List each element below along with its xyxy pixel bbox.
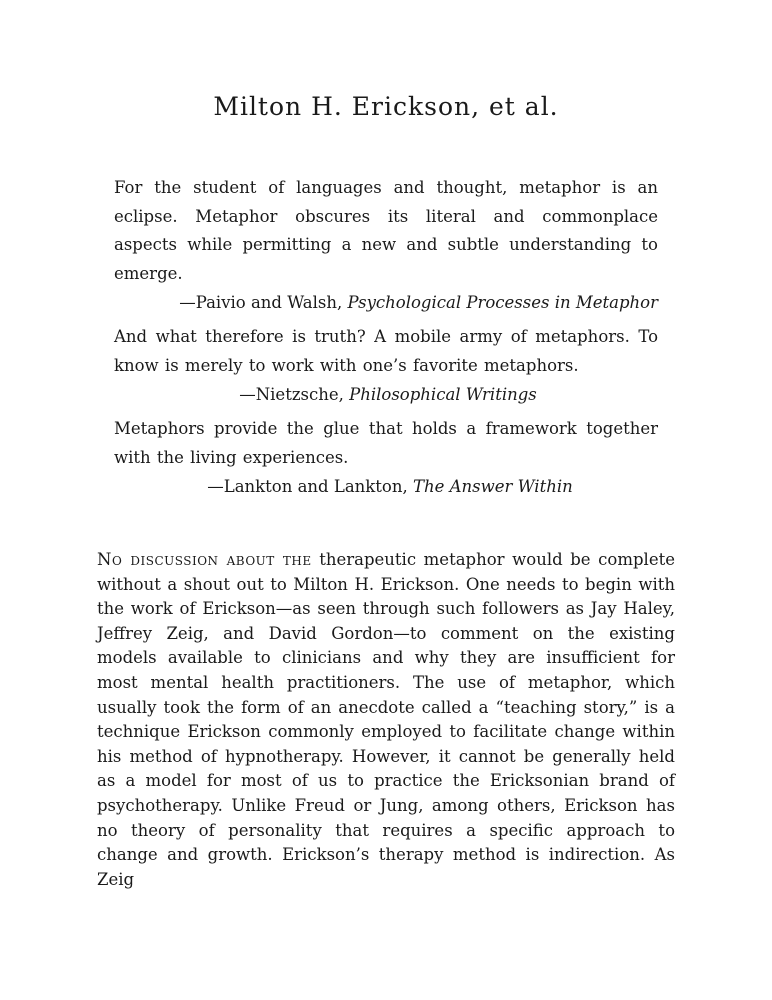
attribution-author: —Lankton and Lankton, — [207, 477, 413, 496]
attribution-author: —Nietzsche, — [239, 385, 350, 404]
epigraph-lankton — [114, 415, 658, 501]
attribution-author: —Paivio and Walsh, — [179, 293, 348, 312]
epigraph-nietzsche — [114, 323, 658, 409]
epigraph-paivio-walsh — [114, 174, 658, 317]
attribution-source: The Answer Within — [412, 477, 573, 496]
attribution-source: Psychological Processes in Metaphor — [347, 293, 658, 312]
epigraph-quote: Metaphors provide the glue that holds a framework together with the living experiences. — [114, 419, 658, 467]
epigraph-quote: For the student of languages and thought, metaphor is an eclipse. Metaphor obscures its literal and commonplace aspects while permitting a new and subtle understanding to emerge. — [114, 178, 658, 283]
page-title: Milton H. Erickson, et al. — [213, 92, 559, 121]
attribution-source: Philosophical Writings — [349, 385, 537, 404]
epigraph-attribution — [114, 381, 658, 409]
body-paragraph — [97, 548, 675, 892]
epigraph-attribution — [114, 289, 658, 317]
epigraph-attribution — [114, 473, 658, 501]
epigraph-quote: And what therefore is truth? A mobile army of metaphors. To know is merely to work with one’s favorite metaphors. — [114, 327, 658, 375]
paragraph-text: therapeutic metaphor would be complete without a shout out to Milton H. Erickson. One needs to begin with the work of Erickson—as seen through such followers as Jay Haley, Jeffrey Zeig, and David Gordon—to comment on the existing models available to clinicians and why they are insufficient for most mental health practitioners. The use of metaphor, which usually took the form of an anecdote called a “teaching story,” is a technique Erickson commonly employed to facilitate change within his method of hypnotherapy. However, it cannot be generally held as a model for most of us to practice the Ericksonian brand of psychotherapy. Unlike Freud or Jung, among others, Erickson has no theory of personality that requires a specific approach to change and growth. Erickson’s therapy method is indirection. As Zeig — [97, 550, 675, 889]
paragraph-lead-in: No discussion about the — [97, 550, 312, 569]
